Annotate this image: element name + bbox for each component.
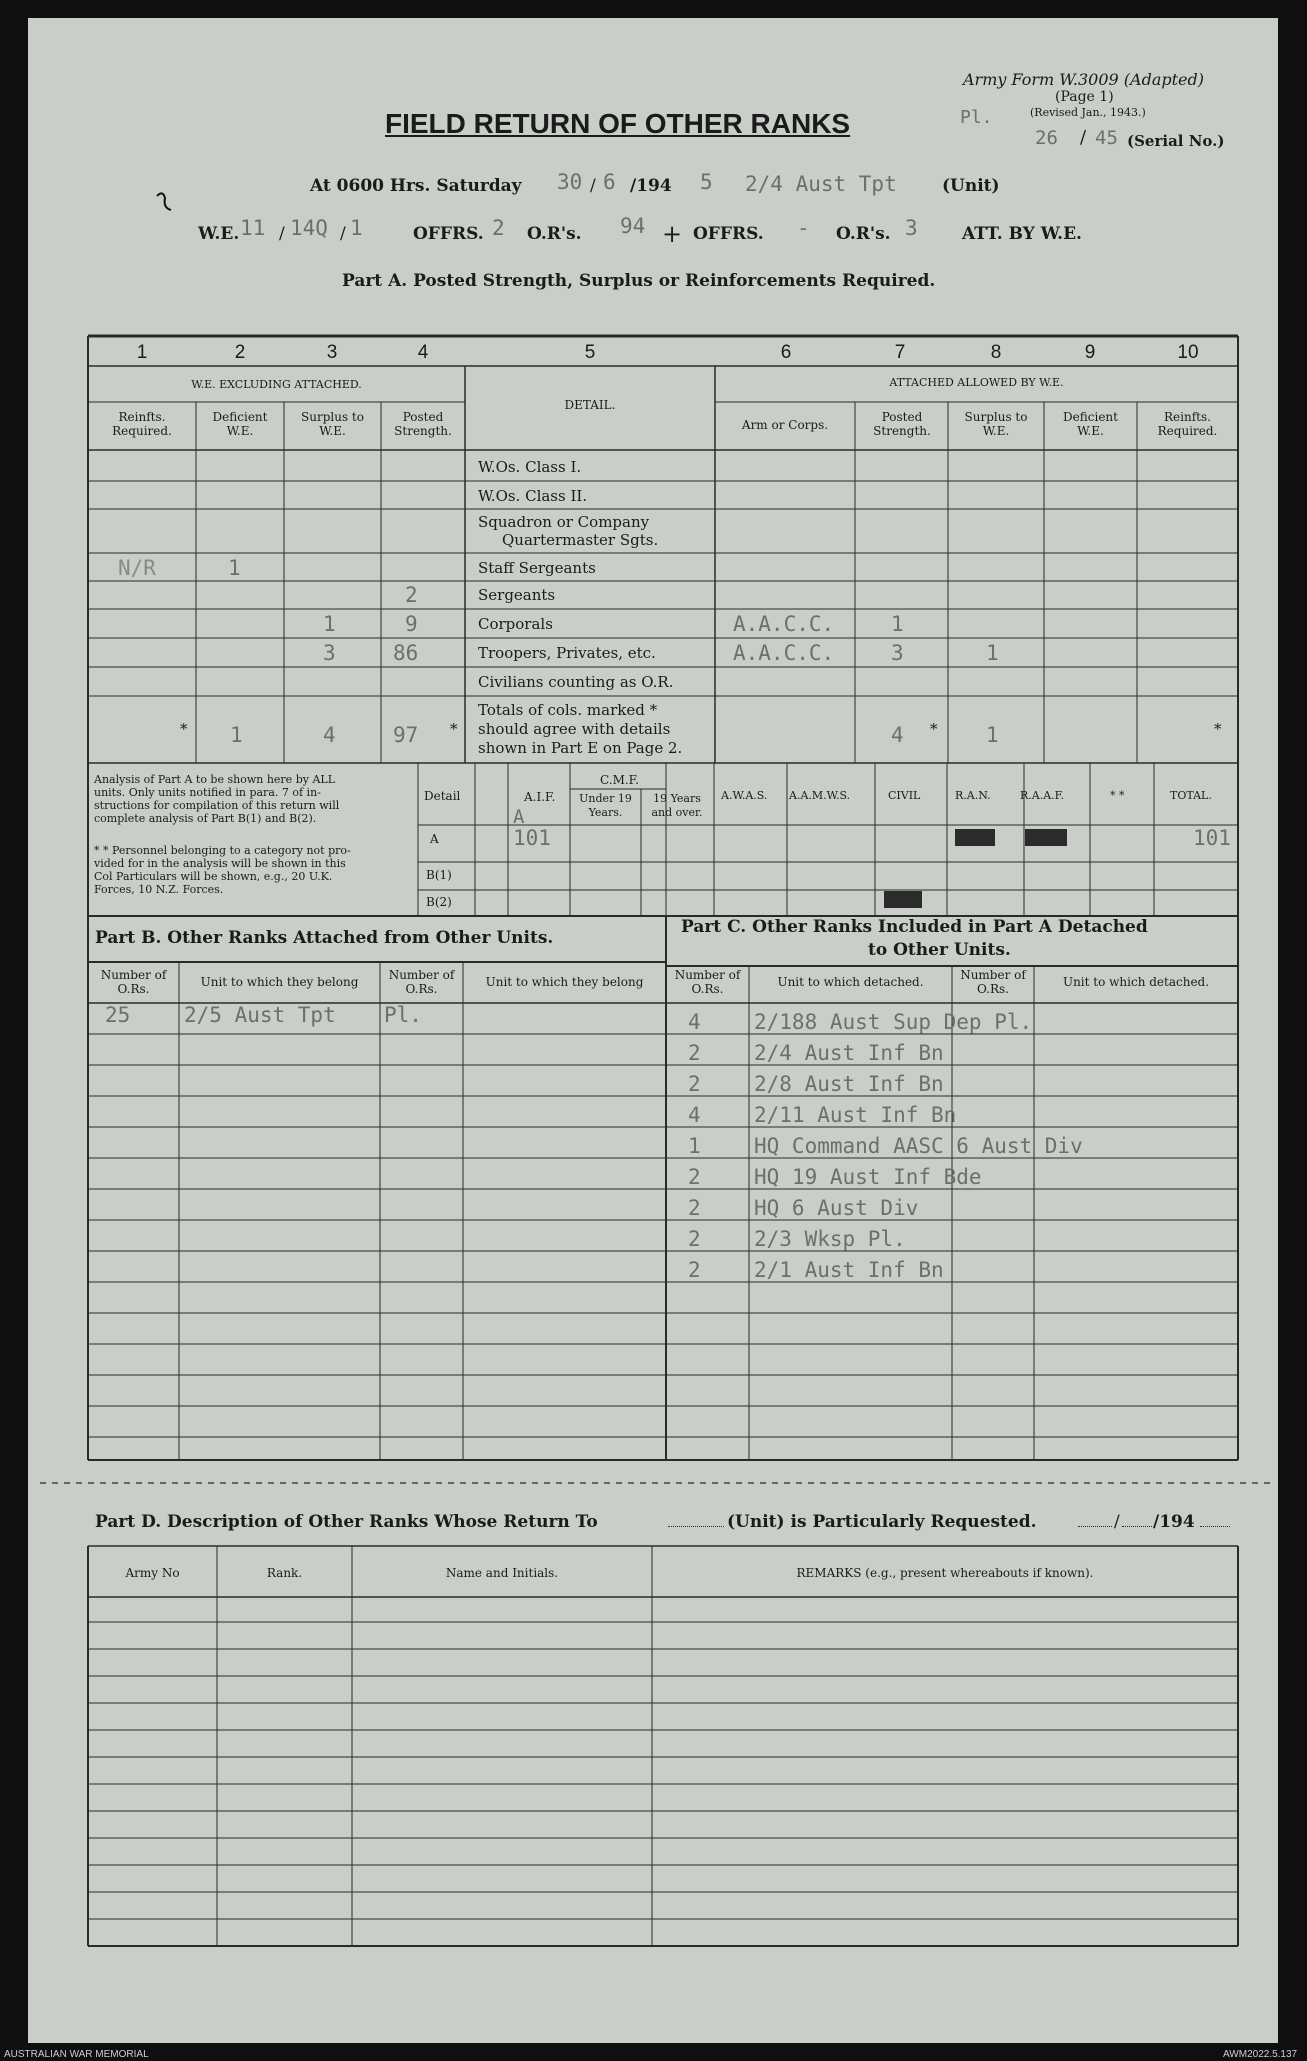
analysis-row-a: A [430, 832, 439, 846]
att-label: ATT. BY W.E. [962, 224, 1082, 244]
total-att-posted[interactable]: 4 [891, 723, 904, 747]
totals-text-1: Totals of cols. marked * [478, 701, 658, 719]
detail-wo-class-1: W.Os. Class I. [478, 458, 582, 476]
totals-text-2: should agree with details [478, 720, 671, 738]
part-d-hdr-army-no: Army No [125, 1566, 180, 1580]
corporals-att-posted[interactable]: 1 [891, 612, 904, 636]
part-c-unit[interactable]: 2/188 Aust Sup Dep Pl. [754, 1010, 1033, 1034]
serial-pl[interactable]: Pl. [960, 107, 993, 128]
analysis-note-2d: Forces, 10 N.Z. Forces. [94, 883, 224, 896]
troopers-arm-corps[interactable]: A.A.C.C. [733, 641, 835, 665]
totals-text-3: shown in Part E on Page 2. [478, 739, 683, 757]
detail-staff-sergeants: Staff Sergeants [478, 559, 596, 577]
hdr-reinfts-required: Reinfts. Required. [112, 410, 172, 438]
troopers-surplus[interactable]: 3 [323, 641, 336, 665]
part-d-hdr-name: Name and Initials. [445, 1566, 559, 1580]
part-c-num[interactable]: 2 [688, 1072, 701, 1096]
analysis-under19: Under 19 Years. [579, 792, 632, 819]
unit-field[interactable]: 2/4 Aust Tpt [745, 172, 897, 196]
ors-label: O.R's. [527, 224, 582, 244]
part-c-num[interactable]: 2 [688, 1258, 701, 1282]
analysis-detail-label: Detail [424, 789, 461, 803]
hdr-arm-corps: Arm or Corps. [741, 418, 829, 432]
sergeants-posted[interactable]: 2 [405, 583, 418, 607]
day-field[interactable]: 30 [557, 170, 583, 194]
detail-sqn-qms-1: Squadron or Company [478, 513, 650, 531]
staff-sgt-deficient[interactable]: 1 [228, 556, 241, 580]
part-b-entry-unit-cont[interactable]: Pl. [384, 1003, 422, 1027]
part-b-hdr-unit-1: Unit to which they belong [200, 975, 359, 989]
corporals-arm-corps[interactable]: A.A.C.C. [733, 612, 835, 636]
corporals-surplus[interactable]: 1 [323, 612, 336, 636]
serial-number-a[interactable]: 26 [1035, 127, 1058, 149]
we-field-a[interactable]: 11 [240, 216, 266, 240]
total-surplus[interactable]: 4 [323, 723, 336, 747]
analysis-row-b1: B(1) [426, 868, 452, 882]
col-num-10: 10 [1177, 342, 1199, 363]
analysis-awas: A.W.A.S. [721, 789, 768, 802]
hdr-posted-strength-att: Posted Strength. [873, 410, 931, 438]
star-col10: * [1214, 720, 1222, 738]
col-num-7: 7 [894, 342, 906, 363]
troopers-att-posted[interactable]: 3 [891, 641, 904, 665]
corporals-posted[interactable]: 9 [405, 612, 418, 636]
analysis-over19: 19 Years and over. [651, 792, 703, 819]
year-prefix: /194 [630, 176, 672, 196]
star-col7: * [930, 720, 938, 738]
total-deficient[interactable]: 1 [230, 723, 243, 747]
total-posted[interactable]: 97 [393, 723, 419, 747]
ors-field[interactable]: 94 [620, 214, 646, 238]
part-c-title-2: to Other Units. [868, 940, 1011, 960]
offrs-label: OFFRS. [413, 224, 484, 244]
form-revised: (Revised Jan., 1943.) [1030, 106, 1146, 119]
part-c-num[interactable]: 2 [688, 1227, 701, 1251]
offrs2-field[interactable]: - [797, 216, 810, 240]
detail-civilians: Civilians counting as O.R. [478, 673, 674, 691]
analysis-note-2b: vided for in the analysis will be shown in this [94, 857, 346, 870]
part-c-hdr-unit-2: Unit to which detached. [1062, 975, 1210, 989]
part-c-unit[interactable]: HQ Command AASC 6 Aust Div [754, 1134, 1083, 1158]
detail-corporals: Corporals [478, 615, 553, 633]
ors2-field[interactable]: 3 [905, 216, 918, 240]
we-field-c[interactable]: 1 [350, 216, 363, 240]
part-c-hdr-unit-1: Unit to which detached. [777, 975, 924, 989]
part-b-hdr-num-2: Number of O.Rs. [388, 968, 455, 996]
part-b-entry-unit[interactable]: 2/5 Aust Tpt [184, 1003, 336, 1027]
hdr-deficient-we-att: Deficient W.E. [1063, 410, 1118, 438]
analysis-note-1b: units. Only units notified in para. 7 of in- [94, 786, 321, 799]
total-att-surplus[interactable]: 1 [986, 723, 999, 747]
part-c-hdr-num-2: Number of O.Rs. [960, 968, 1026, 996]
part-c-unit[interactable]: 2/4 Aust Inf Bn [754, 1041, 944, 1065]
part-c-num[interactable]: 4 [688, 1010, 701, 1034]
offrs2-label: OFFRS. [693, 224, 764, 244]
part-c-unit[interactable]: 2/11 Aust Inf Bn [754, 1103, 957, 1127]
col-num-1: 1 [136, 342, 148, 363]
footer-source: AUSTRALIAN WAR MEMORIAL [4, 2049, 149, 2060]
col-num-5: 5 [584, 342, 596, 363]
hdr-surplus-we-att: Surplus to W.E. [964, 410, 1028, 438]
group-we-excluding: W.E. EXCLUDING ATTACHED. [191, 378, 362, 391]
part-c-unit[interactable]: 2/3 Wksp Pl. [754, 1227, 906, 1251]
col-num-3: 3 [326, 342, 338, 363]
form-page: (Page 1) [1055, 89, 1114, 105]
hdr-reinfts-required-att: Reinfts. Required. [1157, 410, 1218, 438]
page-title: FIELD RETURN OF OTHER RANKS [385, 108, 851, 139]
hdr-surplus-we: Surplus to W.E. [301, 410, 364, 438]
part-c-num[interactable]: 2 [688, 1041, 701, 1065]
analysis-cmf: C.M.F. [600, 773, 639, 787]
part-c-unit[interactable]: 2/1 Aust Inf Bn [754, 1258, 944, 1282]
analysis-total-value[interactable]: 101 [1193, 826, 1231, 850]
star-col1: * [180, 720, 188, 738]
analysis-aamws: A.A.M.W.S. [789, 789, 851, 802]
part-c-num[interactable]: 2 [688, 1196, 701, 1220]
unit-label: (Unit) [942, 176, 1000, 196]
analysis-aif: A.I.F. [524, 790, 556, 804]
serial-label: (Serial No.) [1127, 132, 1225, 150]
part-a-title: Part A. Posted Strength, Surplus or Reinforcements Required. [342, 271, 936, 291]
part-b-hdr-unit-2: Unit to which they belong [485, 975, 644, 989]
detail-sqn-qms-2: Quartermaster Sgts. [502, 531, 659, 549]
part-c-unit[interactable]: 2/8 Aust Inf Bn [754, 1072, 944, 1096]
part-b-entry-num[interactable]: 25 [105, 1003, 131, 1027]
col-num-8: 8 [990, 342, 1002, 363]
footer-reference: AWM2022.5.137 [1223, 2049, 1298, 2060]
part-d-title-b: (Unit) is Particularly Requested. [727, 1512, 1037, 1532]
part-c-unit[interactable]: HQ 19 Aust Inf Bde [754, 1165, 982, 1189]
detail-troopers: Troopers, Privates, etc. [478, 644, 656, 662]
troopers-att-surplus[interactable]: 1 [986, 641, 999, 665]
analysis-total: TOTAL. [1170, 789, 1212, 802]
hdr-deficient-we: Deficient W.E. [212, 410, 268, 438]
analysis-raaf: R.A.A.F. [1020, 789, 1065, 802]
we-label: W.E. [198, 224, 240, 244]
part-b-title: Part B. Other Ranks Attached from Other Units. [95, 928, 554, 948]
part-c-title-1: Part C. Other Ranks Included in Part A Detached [681, 917, 1148, 937]
analysis-row-b2: B(2) [426, 895, 452, 909]
time-label: At 0600 Hrs. Saturday [310, 176, 522, 196]
star-col4: * [450, 720, 458, 738]
part-d-title-c: /194 [1153, 1512, 1195, 1532]
col-num-9: 9 [1084, 342, 1096, 363]
we-field-b[interactable]: 14Q [290, 216, 328, 240]
col-num-6: 6 [780, 342, 792, 363]
detail-header: DETAIL. [564, 398, 616, 412]
part-c-unit[interactable]: HQ 6 Aust Div [754, 1196, 919, 1220]
staff-sgt-reinfts[interactable]: N/R [118, 556, 156, 580]
ors2-label: O.R's. [836, 224, 891, 244]
part-d-hdr-rank: Rank. [266, 1566, 303, 1580]
part-c-hdr-num-1: Number of O.Rs. [674, 968, 741, 996]
detail-wo-class-2: W.Os. Class II. [478, 487, 588, 505]
serial-number-b[interactable]: 45 [1095, 127, 1118, 149]
month-field[interactable]: 6 [603, 170, 616, 194]
col-num-2: 2 [234, 342, 246, 363]
detail-sergeants: Sergeants [478, 586, 556, 604]
analysis-note-1c: structions for compilation of this return will [94, 799, 340, 812]
analysis-note-1d: complete analysis of Part B(1) and B(2). [94, 812, 317, 825]
analysis-aif-hand[interactable]: A [513, 806, 525, 828]
offrs-field[interactable]: 2 [492, 216, 505, 240]
part-c-num[interactable]: 2 [688, 1165, 701, 1189]
part-b-hdr-num-1: Number of O.Rs. [100, 968, 167, 996]
year-field[interactable]: 5 [700, 170, 713, 194]
col-num-4: 4 [417, 342, 429, 363]
plus-sign: + [662, 220, 683, 248]
form-number: Army Form W.3009 (Adapted) [963, 70, 1205, 89]
group-attached-allowed: ATTACHED ALLOWED BY W.E. [889, 376, 1064, 389]
hdr-posted-strength: Posted Strength. [394, 410, 452, 438]
part-d-hdr-remarks: REMARKS (e.g., present whereabouts if known). [796, 1566, 1094, 1580]
analysis-starstar: * * [1110, 789, 1125, 802]
part-d-title-a: Part D. Description of Other Ranks Whose Return To [95, 1512, 598, 1532]
troopers-posted[interactable]: 86 [393, 641, 419, 665]
analysis-civil: CIVIL [888, 789, 921, 802]
analysis-ran: R.A.N. [955, 789, 991, 802]
part-c-num[interactable]: 4 [688, 1103, 701, 1127]
analysis-note-2c: Col Particulars will be shown, e.g., 20 U.K. [94, 870, 333, 883]
analysis-note-1a: Analysis of Part A to be shown here by ALL [94, 773, 335, 786]
part-c-num[interactable]: 1 [688, 1134, 701, 1158]
analysis-note-2a: * * Personnel belonging to a category not pro- [94, 844, 351, 857]
analysis-aif-value[interactable]: 101 [513, 826, 551, 850]
